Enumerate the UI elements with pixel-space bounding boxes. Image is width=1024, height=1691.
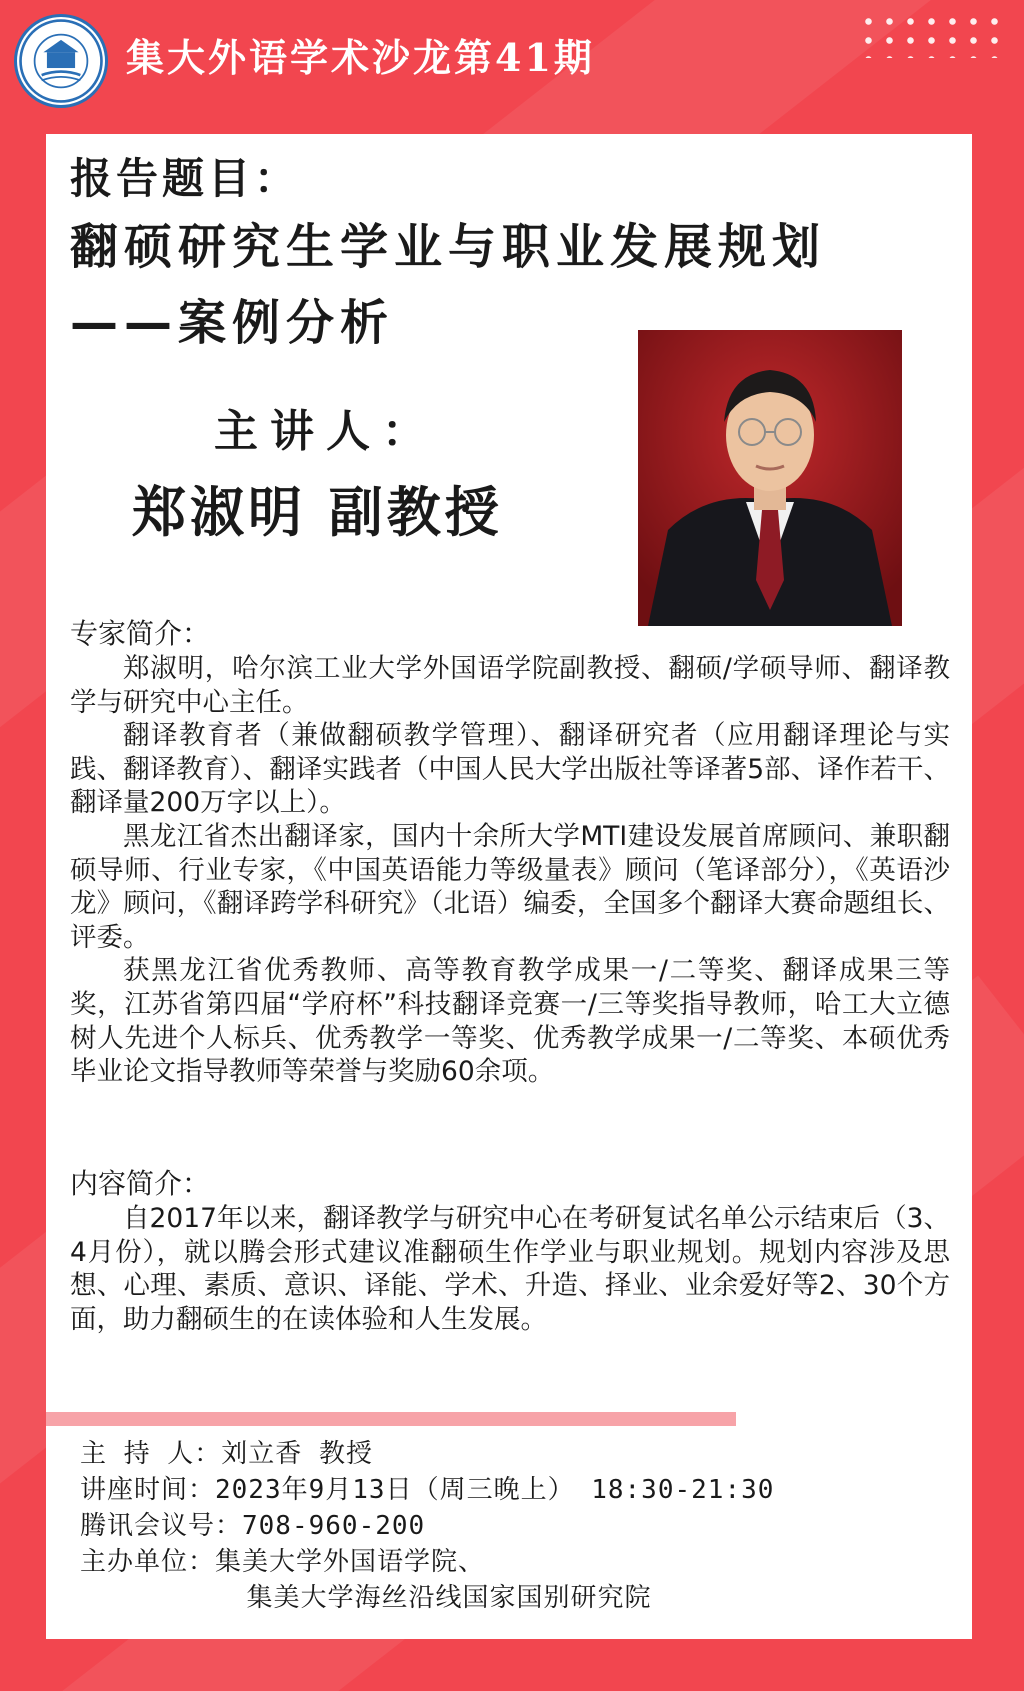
university-logo-icon <box>14 14 108 108</box>
meeting-id-info: 腾讯会议号：708-960-200 <box>80 1511 426 1541</box>
topic-label: 报告题目： <box>70 154 301 203</box>
bio-paragraph: 郑淑明，哈尔滨工业大学外国语学院副教授、翻硕/学硕导师、翻译教学与研究中心主任。 <box>70 653 950 718</box>
bio-paragraph: 翻译教育者（兼做翻硕教学管理）、翻译研究者（应用翻译理论与实践、翻译教育）、翻译实践者（中国人民大学出版社等译著5部、译作若干、翻译量200万字以上）。 <box>70 720 950 819</box>
speaker-name: 郑淑明 副教授 <box>132 481 503 544</box>
dot-pattern-decoration <box>858 12 1008 58</box>
topic-title-line-2: ——案例分析 <box>70 295 395 351</box>
bio-paragraph: 获黑龙江省优秀教师、高等教育教学成果一/二等奖、翻译成果三等奖，江苏省第四届“学府杯”科技翻译竞赛一/三等奖指导教师，哈工大立德树人先进个人标兵、优秀教学一等奖、优秀教学成果一/二等奖、本硕优秀毕业论文指导教师等荣誉与奖励60余项。 <box>70 955 950 1088</box>
bio-heading: 专家简介： <box>70 617 211 650</box>
topic-title-line-1: 翻硕研究生学业与职业发展规划 <box>70 219 827 275</box>
divider-bar <box>46 1412 736 1426</box>
content-heading: 内容简介： <box>70 1167 211 1200</box>
event-info <box>80 1436 774 1616</box>
host-info: 主 持 人：刘立香 教授 <box>80 1439 373 1469</box>
content-section <box>70 1166 950 1336</box>
organizer-info: 主办单位：集美大学外国语学院、 <box>80 1547 486 1577</box>
bio-paragraph: 黑龙江省杰出翻译家，国内十余所大学MTI建设发展首席顾问、兼职翻硕导师、行业专家，《中国英语能力等级量表》顾问（笔译部分），《英语沙龙》顾问，《翻译跨学科研究》（北语）编委，全国多个翻译大赛命题组长、评委。 <box>70 820 950 953</box>
speaker-photo <box>638 330 902 626</box>
salon-title: 集大外语学术沙龙第41期 <box>126 35 595 80</box>
poster-card <box>46 134 972 1639</box>
content-paragraph: 自2017年以来，翻译教学与研究中心在考研复试名单公示结束后（3、4月份），就以腾会形式建议准翻硕生作学业与职业规划。规划内容涉及思想、心理、素质、意识、译能、学术、升造、择业、业余爱好等2、30个方面，助力翻硕生的在读体验和人生发展。 <box>70 1203 950 1335</box>
organizer-info-line-2: 集美大学海丝沿线国家国别研究院 <box>80 1583 652 1613</box>
bio-section <box>70 616 950 1089</box>
time-info: 讲座时间：2023年9月13日（周三晚上） 18:30-21:30 <box>80 1475 775 1505</box>
speaker-label: 主讲人： <box>214 406 438 457</box>
